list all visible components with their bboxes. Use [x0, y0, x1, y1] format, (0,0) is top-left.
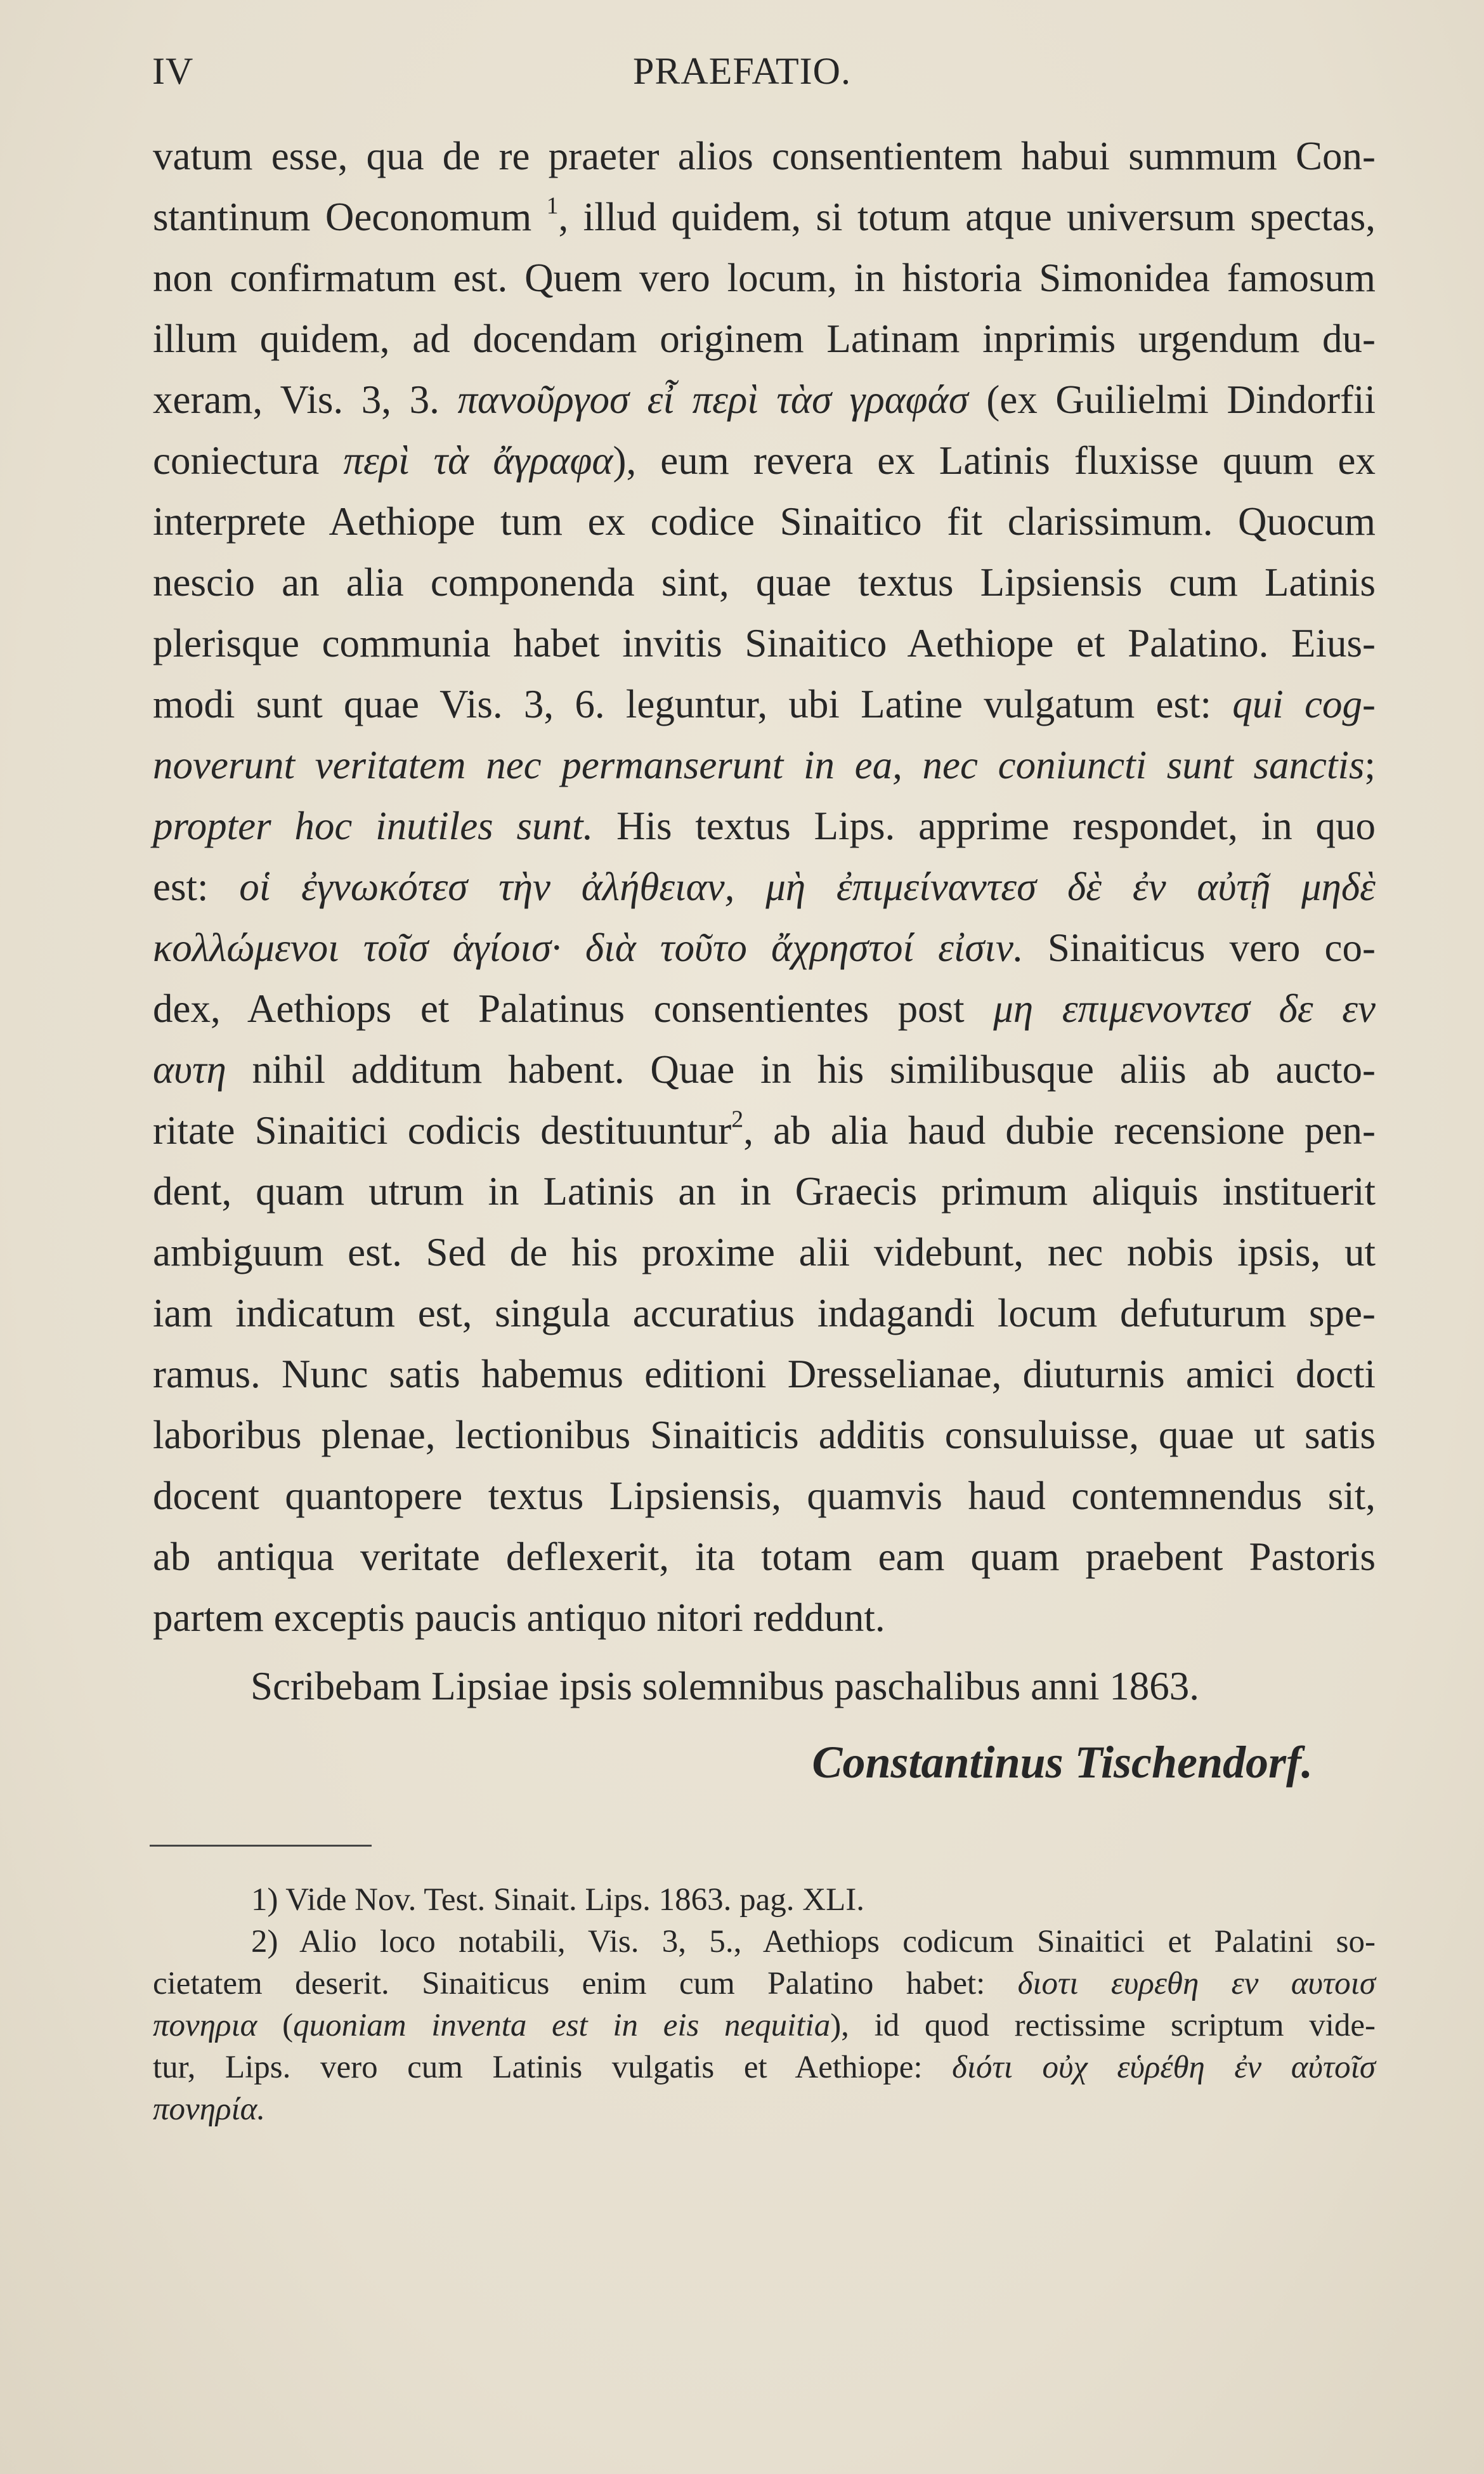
- text-segment: stantinum Oeconomum: [153, 195, 547, 239]
- text-segment: ab antiqua veritate deflexerit, ita totam eam quam praebent Pastoris: [153, 1535, 1376, 1579]
- text-segment: iam indicatum est, singula accuratius indagandi locum defuturum spe-: [153, 1291, 1376, 1335]
- text-segment: cietatem deserit. Sinaiticus enim cum Palatino habet:: [153, 1966, 1018, 2001]
- footnote-line: [153, 2046, 1376, 2088]
- text-line: [153, 247, 1376, 308]
- text-line: [153, 1465, 1376, 1526]
- text-segment: (ex Guilielmi Dindorfii: [968, 377, 1376, 422]
- footnote-divider: [150, 1845, 372, 1847]
- text-segment: dex, Aethiops et Palatinus consentientes post: [153, 986, 994, 1031]
- text-line: [153, 1587, 1376, 1648]
- footnote-line: [153, 1921, 1376, 1963]
- footnotes: [153, 1879, 1376, 2130]
- text-segment: ramus. Nunc satis habemus editioni Dresselianae, diuturnis amici docti: [153, 1352, 1376, 1396]
- text-segment: (: [257, 2008, 294, 2043]
- main-text: [153, 126, 1376, 1648]
- italic-text: quoniam inventa est in eis nequitia: [293, 2008, 831, 2043]
- greek-text: οἱ ἐγνωκότεσ τὴν ἀλήθειαν, μὴ ἐπιμείναντεσ δὲ ἐν αὐτῇ μηδὲ: [239, 865, 1376, 909]
- greek-text: πονηρια: [153, 2008, 257, 2043]
- text-line: [153, 613, 1376, 674]
- text-segment: partem exceptis paucis antiquo nitori reddunt.: [153, 1595, 885, 1640]
- text-segment: xeram, Vis. 3, 3.: [153, 377, 458, 422]
- footnote-line: [153, 2088, 1376, 2130]
- text-line: [153, 491, 1376, 552]
- italic-text: qui cog-: [1232, 682, 1376, 726]
- greek-text: πονηρία.: [153, 2091, 266, 2127]
- text-line: [153, 856, 1376, 917]
- page-number: IV: [152, 50, 194, 92]
- text-segment: tur, Lips. vero cum Latinis vulgatis et Aethiope:: [153, 2050, 953, 2085]
- text-line: [153, 430, 1376, 491]
- footnote-line: [153, 1963, 1376, 2005]
- text-line: [153, 1283, 1376, 1344]
- greek-text: κολλώμενοι τοῖσ ἁγίοισ· διὰ τοῦτο ἄχρηστοί εἰσιν.: [153, 926, 1024, 970]
- greek-text: περὶ τὰ ἄγραφα: [343, 438, 613, 483]
- text-segment: ), id quod rectissime scriptum vide-: [830, 2008, 1376, 2043]
- text-segment: vatum esse, qua de re praeter alios consentientem habui summum Con-: [153, 134, 1376, 178]
- text-line: [153, 917, 1376, 978]
- text-segment: His textus Lips. apprime respondet, in quo: [593, 804, 1376, 848]
- greek-text: πανοῦργοσ εἶ περὶ τὰσ γραφάσ: [457, 377, 968, 422]
- text-segment: nescio an alia componenda sint, quae textus Lipsiensis cum Latinis: [153, 560, 1376, 605]
- text-line: [153, 1100, 1376, 1161]
- text-segment: modi sunt quae Vis. 3, 6. leguntur, ubi Latine vulgatum est:: [153, 682, 1233, 726]
- text-line: [153, 1222, 1376, 1283]
- text-segment: non confirmatum est. Quem vero locum, in historia Simonidea famosum: [153, 256, 1376, 300]
- closing-line: Scribebam Lipsiae ipsis solemnibus paschalibus anni 1863.: [251, 1664, 1200, 1708]
- italic-text: noverunt veritatem nec permanserunt in ea, nec coniuncti sunt sanctis: [153, 743, 1365, 787]
- text-line: [153, 126, 1376, 187]
- text-line: [153, 795, 1376, 856]
- text-line: [153, 1039, 1376, 1100]
- text-segment: ambiguum est. Sed de his proxime alii videbunt, nec nobis ipsis, ut: [153, 1230, 1376, 1274]
- text-line: [153, 552, 1376, 613]
- text-segment: dent, quam utrum in Latinis an in Graecis primum aliquis instituerit: [153, 1169, 1376, 1214]
- signature: Constantinus Tischendorf.: [812, 1737, 1313, 1788]
- running-title: PRAEFATIO.: [633, 50, 851, 92]
- greek-text: διοτι ευρεθη εν αυτοισ: [1017, 1966, 1376, 2001]
- text-line: [153, 735, 1376, 795]
- text-segment: est:: [153, 865, 240, 909]
- text-line: [153, 1526, 1376, 1587]
- text-segment: nihil additum habent. Quae in his similibusque aliis ab aucto-: [226, 1047, 1376, 1092]
- text-line: [153, 1161, 1376, 1222]
- text-segment: docent quantopere textus Lipsiensis, quamvis haud contemnendus sit,: [153, 1474, 1376, 1518]
- text-segment: laboribus plenae, lectionibus Sinaiticis additis consuluisse, quae ut satis: [153, 1413, 1376, 1457]
- text-segment: plerisque communia habet invitis Sinaitico Aethiope et Palatino. Eius-: [153, 621, 1376, 665]
- text-line: [153, 308, 1376, 369]
- text-segment: Sinaiticus vero co-: [1023, 926, 1376, 970]
- text-segment: , ab alia haud dubie recensione pen-: [743, 1108, 1376, 1153]
- text-segment: ritate Sinaitici codicis destituuntur: [153, 1108, 732, 1153]
- footnote-line: [153, 2005, 1376, 2046]
- greek-text: διότι οὐχ εὑρέθη ἐν αὐτοῖσ: [952, 2050, 1376, 2085]
- footnote-ref: 1: [546, 192, 559, 219]
- text-segment: interprete Aethiope tum ex codice Sinaitico fit clarissimum. Quocum: [153, 499, 1376, 544]
- text-segment: ), eum revera ex Latinis fluxisse quum ex: [613, 438, 1376, 483]
- italic-text: propter hoc inutiles sunt.: [153, 804, 594, 848]
- text-segment: ;: [1364, 743, 1376, 787]
- text-line: [153, 978, 1376, 1039]
- text-segment: , illud quidem, si totum atque universum spectas,: [558, 195, 1376, 239]
- greek-text: αυτη: [153, 1047, 226, 1092]
- text-line: [153, 369, 1376, 430]
- text-line: [153, 187, 1376, 247]
- footnote-ref: 2: [731, 1106, 744, 1133]
- text-segment: coniectura: [153, 438, 344, 483]
- text-segment: illum quidem, ad docendam originem Latinam inprimis urgendum du-: [153, 317, 1376, 361]
- text-line: [153, 1344, 1376, 1404]
- text-line: [153, 1404, 1376, 1465]
- text-segment: 1) Vide Nov. Test. Sinait. Lips. 1863. pag. XLI.: [251, 1882, 865, 1918]
- greek-text: μη επιμενοντεσ δε εν: [993, 986, 1376, 1031]
- text-segment: 2) Alio loco notabili, Vis. 3, 5., Aethiops codicum Sinaitici et Palatini so-: [251, 1924, 1376, 1960]
- footnote-line: [153, 1879, 1376, 1921]
- text-line: [153, 674, 1376, 735]
